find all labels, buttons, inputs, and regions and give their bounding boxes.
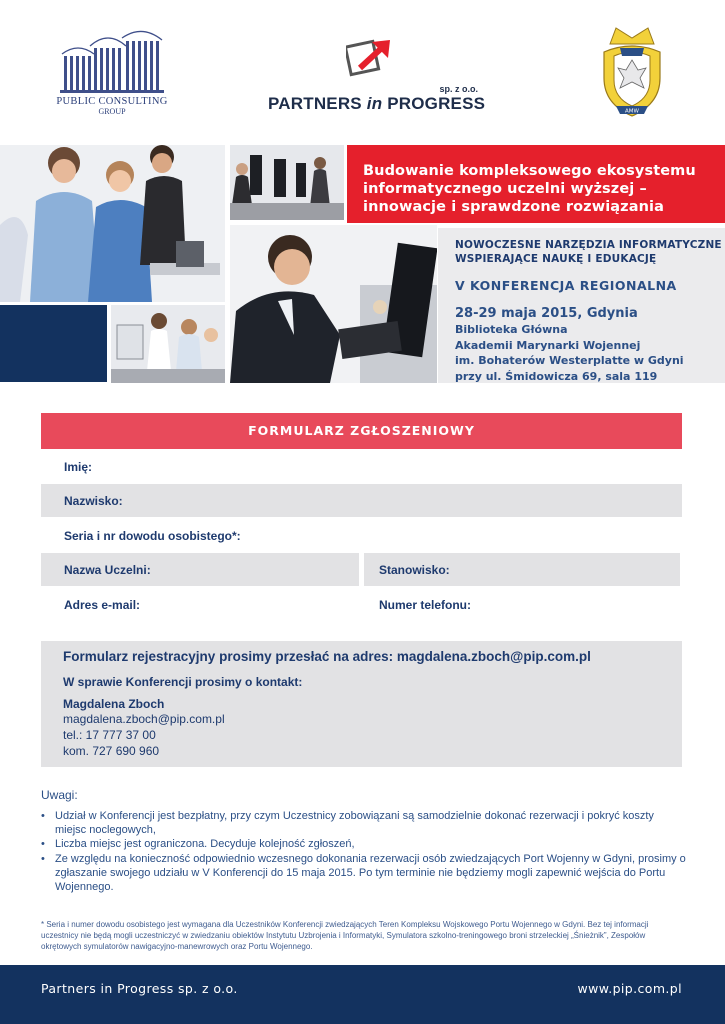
hero-title-box — [347, 145, 725, 223]
subtitle-line: NOWOCZESNE NARZĘDZIA INFORMATYCZNE — [455, 239, 722, 251]
footer-company: Partners in Progress sp. z o.o. — [41, 981, 238, 996]
hero-photo-man-at-computer — [230, 225, 437, 383]
university-label: Nazwa Uczelni: — [64, 562, 151, 577]
contact-box — [41, 641, 682, 767]
footnote: * Seria i numer dowodu osobistego jest wymagana dla Uczestników Konferencji zwiedzających Teren Kompleksu Wojskowego Portu Wojennego w Gdyni. Bez tej informacji uczestnicy nie będą mogli uczestniczyć w zwiedzaniu obiektów Instytutu Uzbrojenia i Informatyki, Symulatora szkolno-treningowego broni strzeleckiej „Śnieżnik”, Zespołów okrętowych symulatorów nawigacyjno-manewrowych oraz Portu Wojennego. — [41, 920, 649, 952]
hero-title-line: informatycznego uczelni wyższej – — [363, 181, 647, 197]
university-field[interactable] — [41, 553, 359, 586]
id-number-label: Seria i nr dowodu osobistego*: — [64, 528, 241, 543]
phone-label: Numer telefonu: — [379, 597, 472, 612]
pip-arrow-icon — [346, 38, 394, 80]
public-consulting-group-logo — [52, 28, 172, 120]
contact-name: Magdalena Zboch — [63, 697, 165, 711]
amw-text: AMW — [625, 108, 639, 115]
conference-info-box — [438, 228, 725, 383]
contact-intro: W sprawie Konferencji prosimy o kontakt: — [63, 675, 303, 689]
partners-in-progress-logo — [268, 38, 486, 116]
amw-crest-logo — [594, 26, 670, 120]
submission-address: Formularz rejestracyjny prosimy przesłać na adres: magdalena.zboch@pip.com.pl — [63, 649, 591, 664]
venue-line: Biblioteka Główna — [455, 323, 568, 336]
hero-photo-students — [0, 145, 225, 302]
id-number-field[interactable] — [41, 519, 682, 552]
first-name-label: Imię: — [64, 459, 93, 474]
email-field[interactable] — [41, 588, 359, 621]
contact-email-link[interactable]: magdalena.zboch@pip.com.pl — [63, 712, 225, 726]
footer-website-link[interactable]: www.pip.com.pl — [577, 981, 682, 996]
venue-line: przy ul. Śmidowicza 69, sala 119 — [455, 369, 658, 383]
pip-suffix: sp. z o.o. — [439, 84, 478, 94]
pcg-columns-icon — [56, 28, 168, 94]
note-item: • Udział w Konferencji jest bezpłatny, przy czym Uczestnicy zobowiązani są samodzielnie dokonać rezerwacji i pokryć koszty miejsc noclegowych, — [41, 809, 686, 837]
note-item: • Ze względu na konieczność odpowiednio wczesnego dokonania rezerwacji osób zwiedzających Port Wojenny w Gdyni, prosimy o zgłaszanie swojego udziału w V Konferencji do 15 maja 2015. Po tym terminie nie będziemy mogli zapewnić wejścia do Portu Wojennego. — [41, 852, 686, 895]
position-field[interactable] — [364, 553, 680, 586]
venue-line: Akademii Marynarki Wojennej — [455, 338, 641, 352]
amw-crest-icon — [594, 26, 670, 120]
last-name-field[interactable] — [41, 484, 682, 517]
contact-mobile: kom. 727 690 960 — [63, 744, 160, 758]
phone-field[interactable] — [364, 588, 680, 621]
footer — [0, 965, 725, 1024]
note-item: • Liczba miejsc jest ograniczona. Decyduje kolejność zgłoszeń, — [41, 837, 686, 851]
hero-title-line: innowacje i sprawdzone rozwiązania — [363, 199, 664, 215]
first-name-field[interactable] — [41, 451, 682, 482]
hero-photo-lab — [111, 305, 225, 383]
email-label: Adres e-mail: — [64, 597, 141, 612]
position-label: Stanowisko: — [379, 562, 450, 577]
conference-name: V KONFERENCJA REGIONALNA — [455, 278, 677, 293]
pip-name: PARTNERS in PROGRESS — [268, 94, 486, 113]
notes-title: Uwagi: — [41, 788, 78, 802]
hero-title-line: Budowanie kompleksowego ekosystemu — [363, 163, 696, 179]
pcg-group: GROUP — [98, 107, 126, 116]
conference-date: 28-29 maja 2015, Gdynia — [455, 306, 638, 321]
hero-photo-classroom — [230, 145, 344, 220]
subtitle-line: WSPIERAJĄCE NAUKĘ I EDUKACJĘ — [455, 253, 657, 265]
contact-phone: tel.: 17 777 37 00 — [63, 728, 156, 742]
last-name-label: Nazwisko: — [64, 493, 123, 508]
venue-line: im. Bohaterów Westerplatte w Gdyni — [455, 354, 684, 367]
pcg-name: PUBLIC CONSULTING — [56, 96, 168, 107]
notes-list — [41, 809, 686, 894]
hero-navy-block — [0, 305, 107, 382]
form-header: FORMULARZ ZGŁOSZENIOWY — [41, 413, 682, 449]
